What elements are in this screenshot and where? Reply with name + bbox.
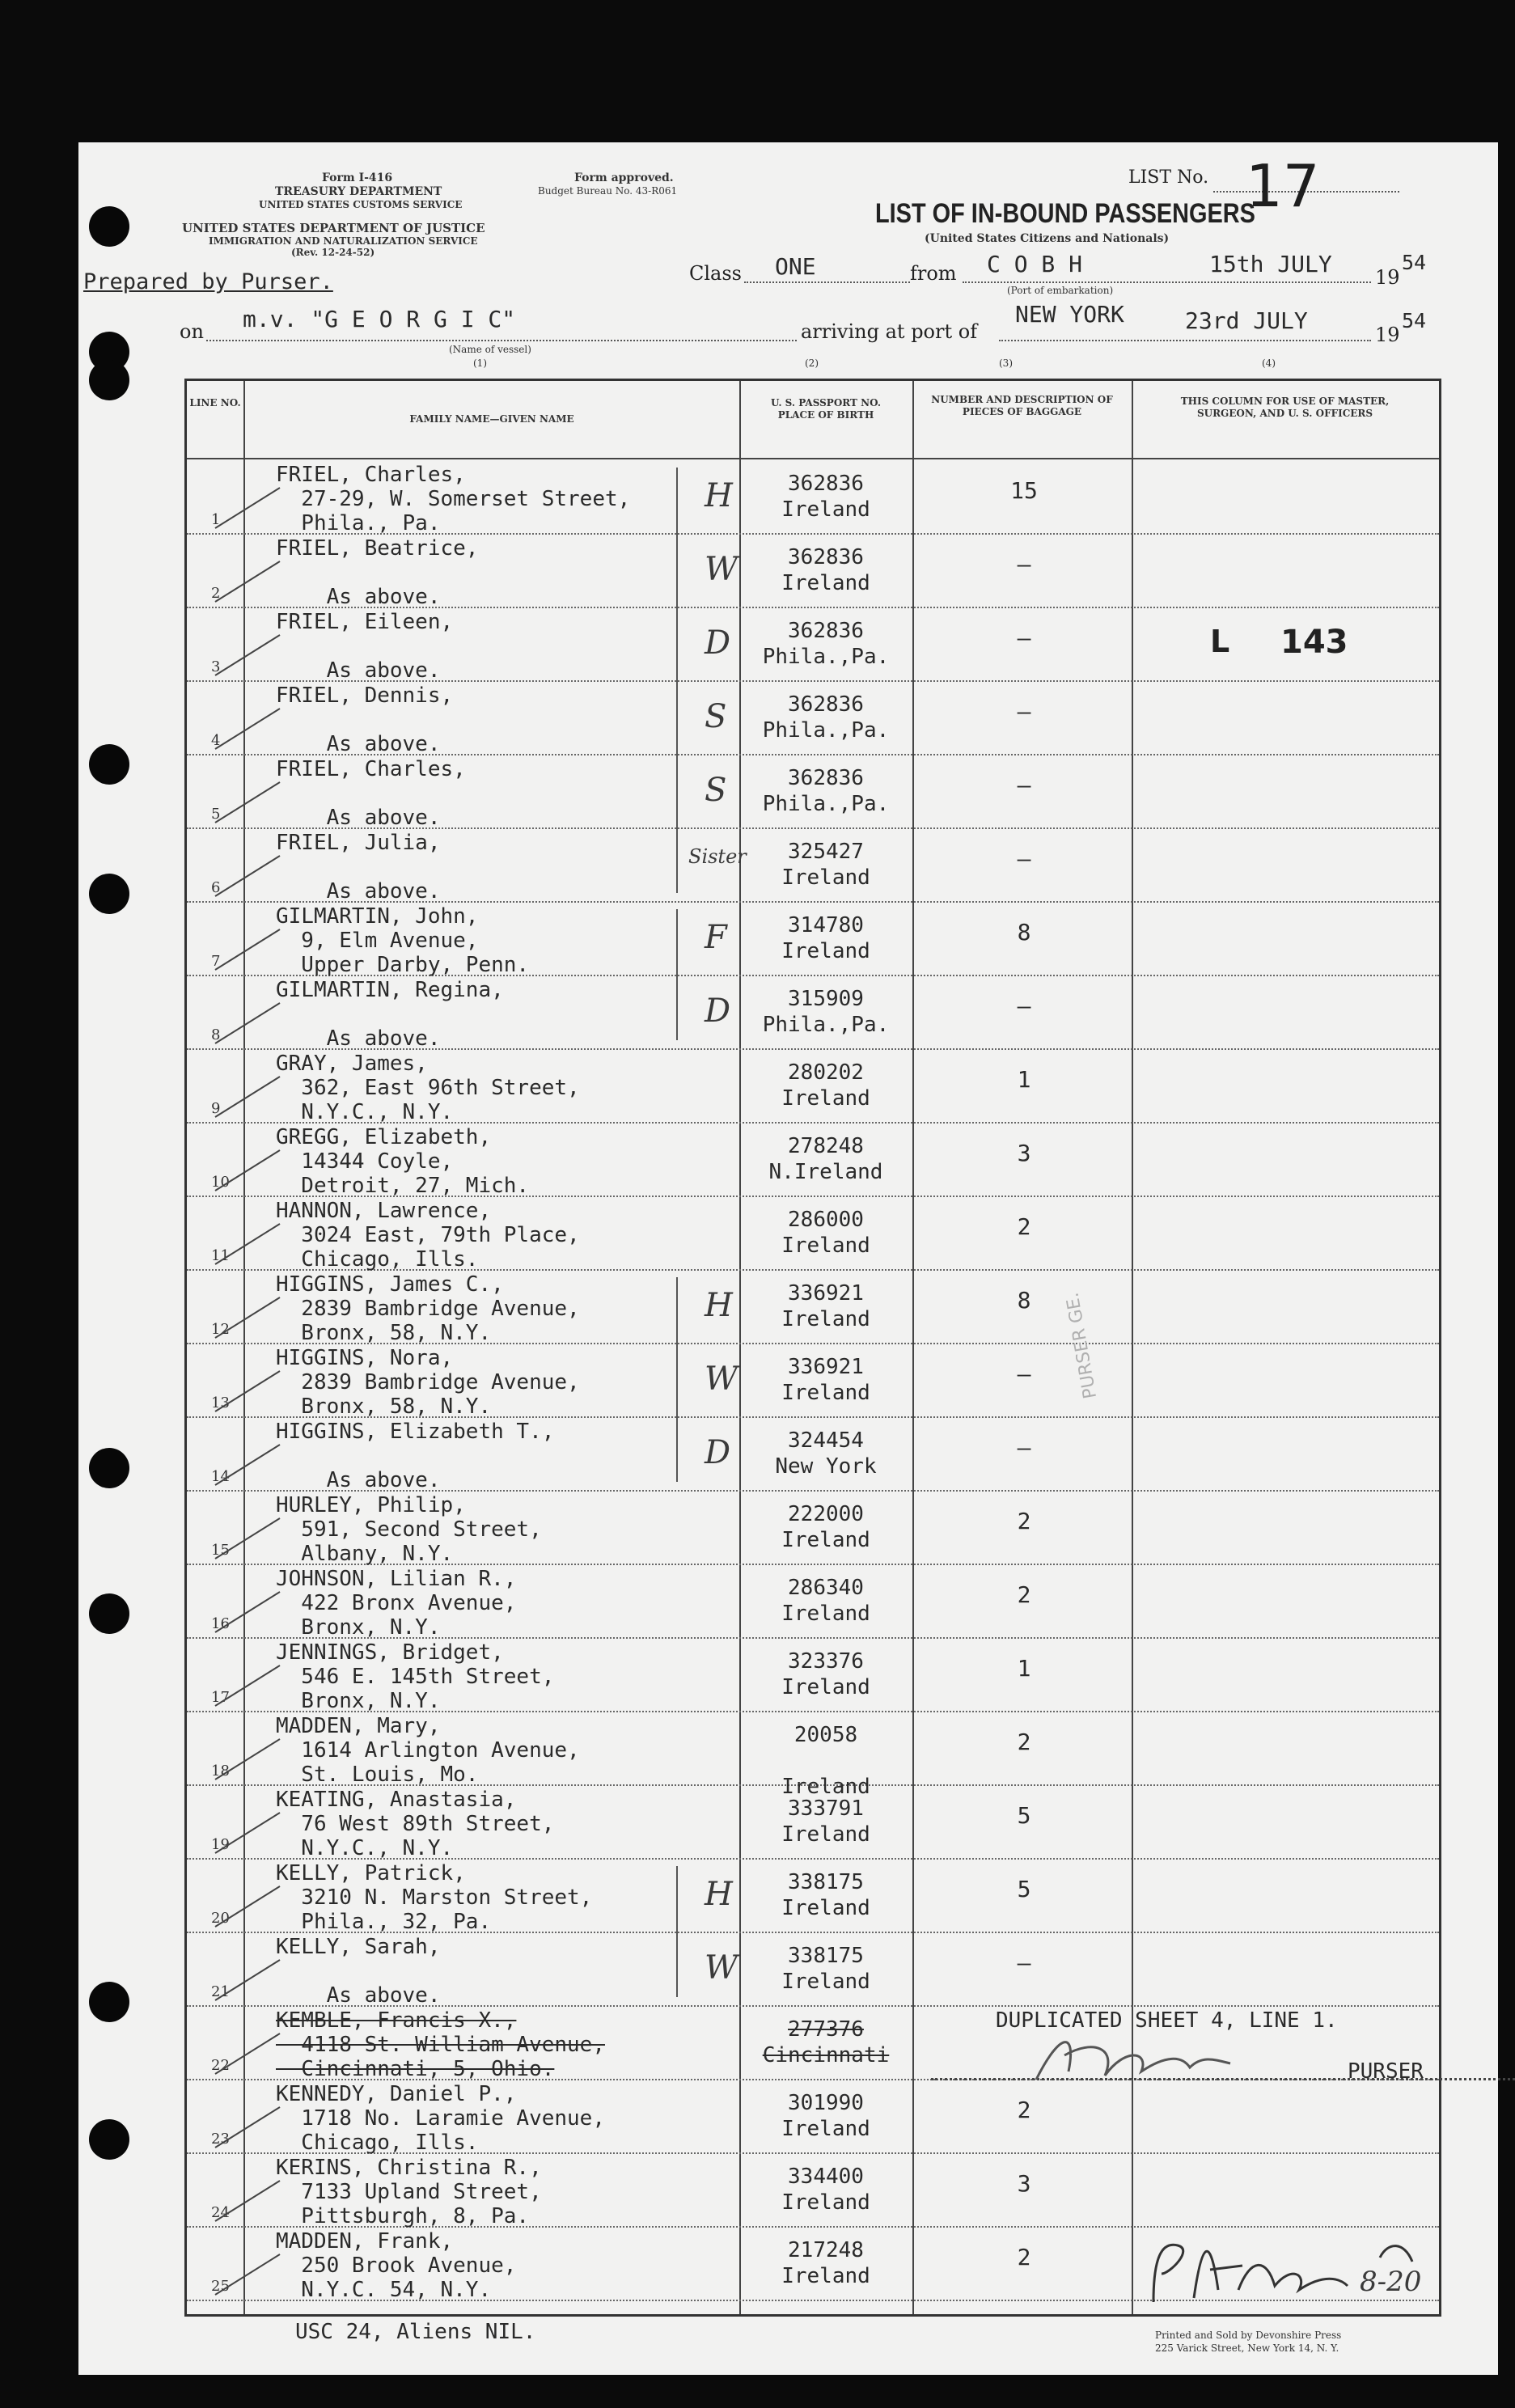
baggage-count: – (1017, 1434, 1031, 1461)
arrival-date: 23rd JULY (1185, 307, 1308, 334)
passenger-table (184, 379, 1441, 2317)
check-tick (211, 623, 284, 679)
relation-mark: W (705, 551, 738, 588)
check-tick (211, 2021, 284, 2078)
passenger-name: FRIEL, Beatrice, As above. (276, 536, 479, 609)
passport-birthplace: 278248 N.Ireland (768, 1134, 883, 1184)
table-row (187, 901, 1439, 976)
passport-birthplace: 362836 Phila.,Pa. (762, 766, 890, 816)
check-tick (211, 844, 284, 900)
line-number: 6 (211, 879, 221, 896)
line-number: 21 (211, 1983, 230, 2000)
baggage-count: – (1017, 845, 1031, 872)
col-header-baggage: NUMBER AND DESCRIPTION OF PIECES OF BAGGAGE (931, 394, 1113, 417)
line-number: 24 (211, 2204, 230, 2221)
table-row (187, 1416, 1439, 1492)
table-row (187, 1196, 1439, 1271)
binder-hole (89, 1448, 129, 1488)
passenger-name: GILMARTIN, John, 9, Elm Avenue, Upper Darby, Penn. (276, 904, 530, 977)
table-row (187, 1343, 1439, 1418)
passport-birthplace: 362836 Phila.,Pa. (762, 692, 890, 743)
line-number: 7 (211, 953, 221, 970)
passport-birthplace: 336921 Ireland (781, 1355, 870, 1405)
passenger-name: HIGGINS, James C., 2839 Bambridge Avenue, Bronx, 58, N.Y. (276, 1272, 580, 1345)
passport-birthplace: 286000 Ireland (781, 1208, 870, 1258)
vessel-name: m.v. "G E O R G I C" (243, 306, 516, 332)
printer-line-1: Printed and Sold by Devonshire Press (1155, 2330, 1342, 2341)
check-tick (211, 1359, 284, 1416)
line-number: 12 (211, 1321, 230, 1338)
line-number: 25 (211, 2278, 230, 2295)
table-row (187, 754, 1439, 829)
passport-birthplace: 315909 Phila.,Pa. (762, 987, 890, 1037)
check-tick (211, 696, 284, 753)
baggage-count: 8 (1017, 919, 1031, 946)
year-suffix: 54 (1402, 251, 1427, 274)
line-number: 23 (211, 2131, 230, 2148)
from-label: from (910, 262, 957, 285)
relation-mark: H (705, 477, 733, 514)
form-approved: Form approved. (574, 171, 674, 184)
relation-mark: S (705, 772, 727, 809)
passport-birthplace: 323376 Ireland (781, 1649, 870, 1699)
embark-caption: (Port of embarkation) (1007, 285, 1114, 296)
binder-hole (89, 206, 129, 247)
check-tick (211, 1212, 284, 1268)
line-number: 4 (211, 732, 221, 749)
relation-mark: D (705, 992, 731, 1030)
departure-date: 15th JULY (1209, 251, 1332, 277)
vessel-caption: (Name of vessel) (449, 344, 531, 355)
binder-hole (89, 2119, 129, 2160)
line-number: 11 (211, 1247, 230, 1264)
relation-mark: Sister (688, 845, 747, 868)
table-row (187, 2152, 1439, 2228)
col-header-line: LINE NO. (189, 397, 241, 408)
passport-birthplace: 362836 Phila.,Pa. (762, 619, 890, 669)
baggage-count: – (1017, 1949, 1031, 1976)
check-tick (211, 2169, 284, 2225)
binder-hole (89, 1593, 129, 1634)
passport-birthplace: 314780 Ireland (781, 913, 870, 963)
relation-mark: W (705, 1949, 738, 1987)
class-value: ONE (775, 253, 816, 280)
table-row (187, 1858, 1439, 1933)
check-tick (211, 1727, 284, 1784)
table-row (187, 2079, 1439, 2154)
passport-birthplace: 277376 Cincinnati (762, 2017, 890, 2067)
check-tick (211, 1580, 284, 1636)
table-row (187, 1269, 1439, 1344)
line-number: 16 (211, 1615, 230, 1632)
col-header-name: FAMILY NAME—GIVEN NAME (409, 413, 574, 425)
budget-bureau: Budget Bureau No. 43-R061 (538, 185, 678, 197)
form-revision: (Rev. 12-24-52) (291, 247, 375, 258)
passport-birthplace: 362836 Ireland (781, 472, 870, 522)
passenger-name: FRIEL, Charles, As above. (276, 757, 466, 830)
passport-birthplace: 338175 Ireland (781, 1870, 870, 1920)
customs-service: UNITED STATES CUSTOMS SERVICE (259, 199, 463, 210)
baggage-count: 2 (1017, 1508, 1031, 1534)
relation-mark: H (705, 1876, 733, 1913)
baggage-count: 3 (1017, 1140, 1031, 1166)
line-number: 15 (211, 1542, 230, 1559)
binder-hole (89, 874, 129, 914)
passenger-name: GILMARTIN, Regina, As above. (276, 978, 504, 1051)
line-number: 17 (211, 1689, 230, 1706)
binder-hole (89, 1982, 129, 2022)
line-number: 1 (211, 511, 221, 528)
table-row (187, 459, 1439, 535)
passport-birthplace: 324454 New York (775, 1428, 877, 1479)
handwritten-date: 8-20 (1360, 2266, 1422, 2298)
list-number: 17 (1246, 152, 1320, 220)
baggage-count: – (1017, 992, 1031, 1019)
year-prefix: 19 (1375, 266, 1400, 289)
baggage-count: 1 (1017, 1655, 1031, 1682)
passenger-name: MADDEN, Mary, 1614 Arlington Avenue, St. Louis, Mo. (276, 1714, 580, 1787)
check-tick (211, 1285, 284, 1342)
baggage-count: – (1017, 1361, 1031, 1387)
table-row (187, 1048, 1439, 1124)
purser-label: PURSER (1348, 2059, 1424, 2084)
line-number: 18 (211, 1763, 230, 1780)
check-tick (211, 1064, 284, 1121)
baggage-count: 2 (1017, 2097, 1031, 2123)
relation-mark: S (705, 698, 727, 735)
line-number: 13 (211, 1394, 230, 1411)
relation-mark: D (705, 1434, 731, 1471)
arrival-port: NEW YORK (1015, 301, 1124, 328)
passport-birthplace: 286340 Ireland (781, 1576, 870, 1626)
year-prefix-2: 19 (1375, 324, 1400, 346)
line-number: 19 (211, 1836, 230, 1853)
passport-birthplace: 20058 Ireland (781, 1723, 870, 1799)
family-bracket (676, 1277, 678, 1482)
relation-mark: W (705, 1361, 738, 1398)
treasury-dept: TREASURY DEPARTMENT (275, 185, 442, 198)
duplicated-note: DUPLICATED SHEET 4, LINE 1. (996, 2008, 1338, 2033)
family-bracket (676, 468, 678, 893)
departure-port: C O B H (987, 251, 1083, 277)
line-number: 5 (211, 806, 221, 823)
baggage-count: 5 (1017, 1802, 1031, 1829)
passenger-name: FRIEL, Dennis, As above. (276, 683, 454, 756)
baggage-count: – (1017, 772, 1031, 798)
passport-birthplace: 222000 Ireland (781, 1502, 870, 1552)
table-row (187, 1490, 1439, 1565)
baggage-count: – (1017, 551, 1031, 578)
check-tick (211, 1948, 284, 2004)
relation-mark: D (705, 624, 731, 662)
baggage-count: 2 (1017, 1729, 1031, 1755)
passenger-name: JENNINGS, Bridget, 546 E. 145th Street, Bronx, N.Y. (276, 1640, 555, 1713)
table-row (187, 1784, 1439, 1860)
passenger-name: FRIEL, Charles, 27-29, W. Somerset Street, Phila., Pa. (276, 463, 631, 535)
col-header-passport: U. S. PASSPORT NO. PLACE OF BIRTH (770, 397, 882, 421)
passport-birthplace: 333791 Ireland (781, 1796, 870, 1847)
table-row (187, 1711, 1439, 1799)
year-suffix-2: 54 (1402, 309, 1427, 332)
table-row (187, 607, 1439, 682)
baggage-count: 5 (1017, 1876, 1031, 1902)
passenger-name: MADDEN, Frank, 250 Brook Avenue, N.Y.C. 54, N.Y. (276, 2229, 517, 2302)
baggage-count: 2 (1017, 2244, 1031, 2270)
check-tick (211, 1874, 284, 1931)
baggage-count: 1 (1017, 1066, 1031, 1093)
footer-note: USC 24, Aliens NIL. (295, 2320, 536, 2344)
col-num-4: (4) (1262, 358, 1276, 369)
passenger-name: KELLY, Patrick, 3210 N. Marston Street, Phila., 32, Pa. (276, 1861, 593, 1934)
passenger-name: GREGG, Elizabeth, 14344 Coyle, Detroit, 27, Mich. (276, 1125, 530, 1198)
passport-birthplace: 338175 Ireland (781, 1944, 870, 1994)
passenger-name: HANNON, Lawrence, 3024 East, 79th Place, Chicago, Ills. (276, 1199, 580, 1272)
passenger-name: HURLEY, Philip, 591, Second Street, Albany, N.Y. (276, 1493, 542, 1566)
passport-birthplace: 301990 Ireland (781, 2091, 870, 2141)
col-header-officers: THIS COLUMN FOR USE OF MASTER, SURGEON, AND U. S. OFFICERS (1180, 396, 1390, 419)
baggage-count: 2 (1017, 1581, 1031, 1608)
passport-birthplace: 334400 Ireland (781, 2165, 870, 2215)
passport-birthplace: 362836 Ireland (781, 545, 870, 595)
passenger-name: FRIEL, Eileen, As above. (276, 610, 454, 683)
line-number: 10 (211, 1174, 230, 1191)
justice-dept: UNITED STATES DEPARTMENT OF JUSTICE (182, 221, 485, 235)
list-no-label: LIST No. (1128, 167, 1209, 188)
check-tick (211, 1653, 284, 1710)
table-row (187, 1932, 1439, 2007)
passenger-name: KENNEDY, Daniel P., 1718 No. Laramie Avenue, Chicago, Ills. (276, 2082, 605, 2155)
check-tick (211, 991, 284, 1047)
table-row (187, 1122, 1439, 1197)
table-row (187, 680, 1439, 755)
table-body (187, 459, 1439, 2314)
relation-mark: H (705, 1287, 733, 1324)
family-bracket (676, 1866, 678, 1997)
passport-birthplace: 280202 Ireland (781, 1060, 870, 1111)
on-label: on (180, 320, 204, 343)
passenger-name: HIGGINS, Nora, 2839 Bambridge Avenue, Bronx, 58, N.Y. (276, 1346, 580, 1419)
passenger-name: KEATING, Anastasia, 76 West 89th Street, N.Y.C., N.Y. (276, 1788, 555, 1860)
col-num-3: (3) (999, 358, 1013, 369)
passenger-name: FRIEL, Julia, As above. (276, 831, 441, 904)
faint-stamp: PURSER GE. (1062, 1290, 1102, 1401)
table-row (187, 533, 1439, 608)
check-tick (211, 1138, 284, 1195)
table-row (187, 1637, 1439, 1712)
relation-mark: F (705, 919, 727, 956)
passenger-name: HIGGINS, Elizabeth T., As above. (276, 1420, 555, 1492)
check-tick (211, 2242, 284, 2299)
line-number: 3 (211, 658, 221, 675)
passenger-name: GRAY, James, 362, East 96th Street, N.Y.C., N.Y. (276, 1052, 580, 1124)
passenger-name: JOHNSON, Lilian R., 422 Bronx Avenue, Bronx, N.Y. (276, 1567, 517, 1640)
passport-birthplace: 325427 Ireland (781, 840, 870, 890)
check-tick (211, 917, 284, 974)
line-number: 22 (211, 2057, 230, 2074)
stamp-number: 143 (1280, 624, 1348, 661)
passport-birthplace: 336921 Ireland (781, 1281, 870, 1331)
passenger-name: KERINS, Christina R., 7133 Upland Street, Pittsburgh, 8, Pa. (276, 2156, 542, 2228)
check-tick (211, 770, 284, 827)
col-num-1: (1) (473, 358, 487, 369)
baggage-count: 2 (1017, 1213, 1031, 1240)
line-number: 9 (211, 1100, 221, 1117)
line-number: 8 (211, 1026, 221, 1043)
baggage-count: 8 (1017, 1287, 1031, 1314)
baggage-count: 3 (1017, 2170, 1031, 2197)
line-number: 14 (211, 1468, 230, 1485)
printer-line-2: 225 Varick Street, New York 14, N. Y. (1155, 2342, 1339, 2354)
form-number: Form I-416 (322, 171, 393, 184)
line-number: 2 (211, 585, 221, 602)
arriving-label: arriving at port of (801, 320, 978, 343)
table-row (187, 827, 1439, 903)
passenger-name: KEMBLE, Francis X., 4118 St. William Avenue, Cincinnati, 5, Ohio. (276, 2008, 605, 2081)
table-row (187, 1564, 1439, 1639)
baggage-count: – (1017, 624, 1031, 651)
line-number: 20 (211, 1910, 230, 1927)
page-subtitle: (United States Citizens and Nationals) (925, 232, 1170, 245)
check-tick (211, 2095, 284, 2152)
stamp-prefix: L (1210, 624, 1230, 659)
ins-service: IMMIGRATION AND NATURALIZATION SERVICE (209, 235, 478, 247)
check-tick (211, 1801, 284, 1857)
passenger-name: KELLY, Sarah, As above. (276, 1935, 441, 2008)
baggage-count: – (1017, 698, 1031, 725)
binder-hole (89, 744, 129, 785)
family-bracket (676, 909, 678, 1040)
class-label: Class (689, 262, 742, 285)
baggage-count: 15 (1010, 477, 1038, 504)
col-num-2: (2) (805, 358, 819, 369)
prepared-by: Prepared by Purser. (83, 269, 333, 294)
binder-hole (89, 360, 129, 400)
check-tick (211, 1506, 284, 1563)
check-tick (211, 1433, 284, 1489)
page-title: LIST OF IN-BOUND PASSENGERS (875, 198, 1255, 229)
passport-birthplace: 217248 Ireland (781, 2238, 870, 2288)
check-tick (211, 476, 284, 532)
check-tick (211, 549, 284, 606)
table-row (187, 975, 1439, 1050)
purser-signature (1028, 2023, 1238, 2096)
